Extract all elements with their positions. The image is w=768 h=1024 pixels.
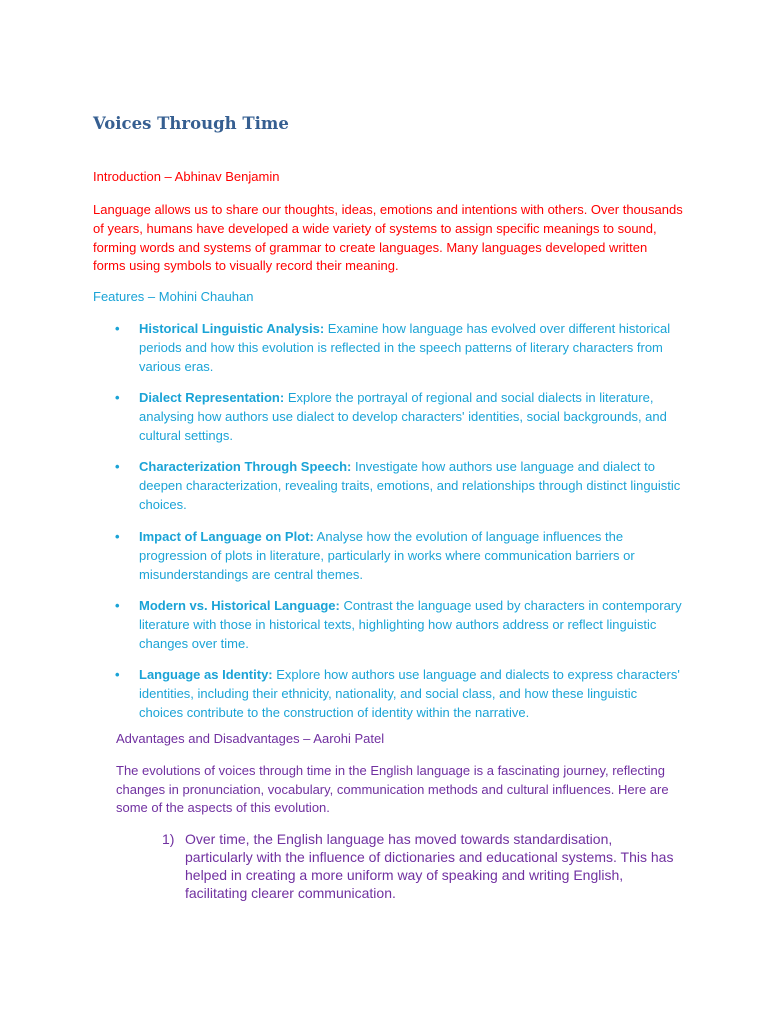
features-list bbox=[93, 319, 683, 734]
feature-text: Investigate how authors use language and dialect to deepen characterization, revealing traits, emotions, and relationships through distinct linguistic choices. bbox=[139, 459, 681, 513]
advantages-numbered-list bbox=[116, 830, 676, 902]
feature-text: Analyse how the evolution of language influences the progression of plots in literature, particularly in works where communication barriers or misunderstandings are central themes. bbox=[139, 528, 635, 582]
feature-text: Explore how authors use language and dialects to express characters' identities, including their ethnicity, nationality, and social class, and how these linguistic choices contribute to the construction of identity within the narrative. bbox=[139, 666, 680, 720]
bullet-icon: • bbox=[115, 459, 120, 475]
feature-text: Examine how language has evolved over different historical periods and how this evolution is reflected in the speech patterns of literary characters from various eras. bbox=[139, 321, 671, 374]
feature-item bbox=[93, 596, 683, 653]
feature-label: Impact of Language on Plot: bbox=[139, 528, 314, 544]
feature-label: Historical Linguistic Analysis: bbox=[139, 321, 325, 336]
advantages-heading: Advantages and Disadvantages – Aarohi Patel bbox=[116, 731, 385, 746]
bullet-icon: • bbox=[115, 390, 120, 406]
bullet-icon: • bbox=[115, 528, 120, 544]
feature-item bbox=[93, 319, 683, 376]
feature-label: Characterization Through Speech: bbox=[139, 459, 352, 475]
introduction-heading: Introduction – Abhinav Benjamin bbox=[93, 169, 280, 184]
feature-label: Dialect Representation: bbox=[139, 390, 285, 406]
feature-text: Contrast the language used by characters in contemporary literature with those in historical texts, highlighting how authors address or reflect linguistic changes over time. bbox=[139, 597, 682, 651]
feature-item bbox=[93, 527, 683, 584]
item-number: 1) bbox=[162, 831, 175, 847]
features-heading: Features – Mohini Chauhan bbox=[93, 289, 254, 304]
bullet-icon: • bbox=[115, 321, 120, 336]
numbered-item bbox=[116, 830, 676, 902]
feature-label: Language as Identity: bbox=[139, 666, 273, 682]
introduction-paragraph: Language allows us to share our thoughts, ideas, emotions and intentions with others. Over thousands of years, humans have developed a wide variety of systems to assign specific meanings to sound, forming words and systems of grammar to create languages. Many languages developed written forms using symbols to visually record their meaning. bbox=[93, 202, 683, 274]
feature-label: Modern vs. Historical Language: bbox=[139, 597, 340, 613]
document-title: Voices Through Time bbox=[93, 114, 289, 133]
feature-item bbox=[93, 457, 683, 514]
feature-text: Explore the portrayal of regional and social dialects in literature, analysing how authors use dialect to develop characters' identities, social backgrounds, and cultural settings. bbox=[139, 390, 667, 444]
item-text: Over time, the English language has moved towards standardisation, particularly with the influence of dictionaries and educational systems. This has helped in creating a more uniform way of speaking and writing English, facilitating clearer communication. bbox=[185, 831, 674, 901]
bullet-icon: • bbox=[115, 597, 120, 613]
bullet-icon: • bbox=[115, 666, 120, 682]
advantages-paragraph: The evolutions of voices through time in the English language is a fascinating journey, reflecting changes in pronunciation, vocabulary, communication methods and cultural influences. Here are some of the aspects of this evolution. bbox=[116, 763, 669, 815]
feature-item bbox=[93, 665, 683, 722]
feature-item bbox=[93, 388, 683, 445]
